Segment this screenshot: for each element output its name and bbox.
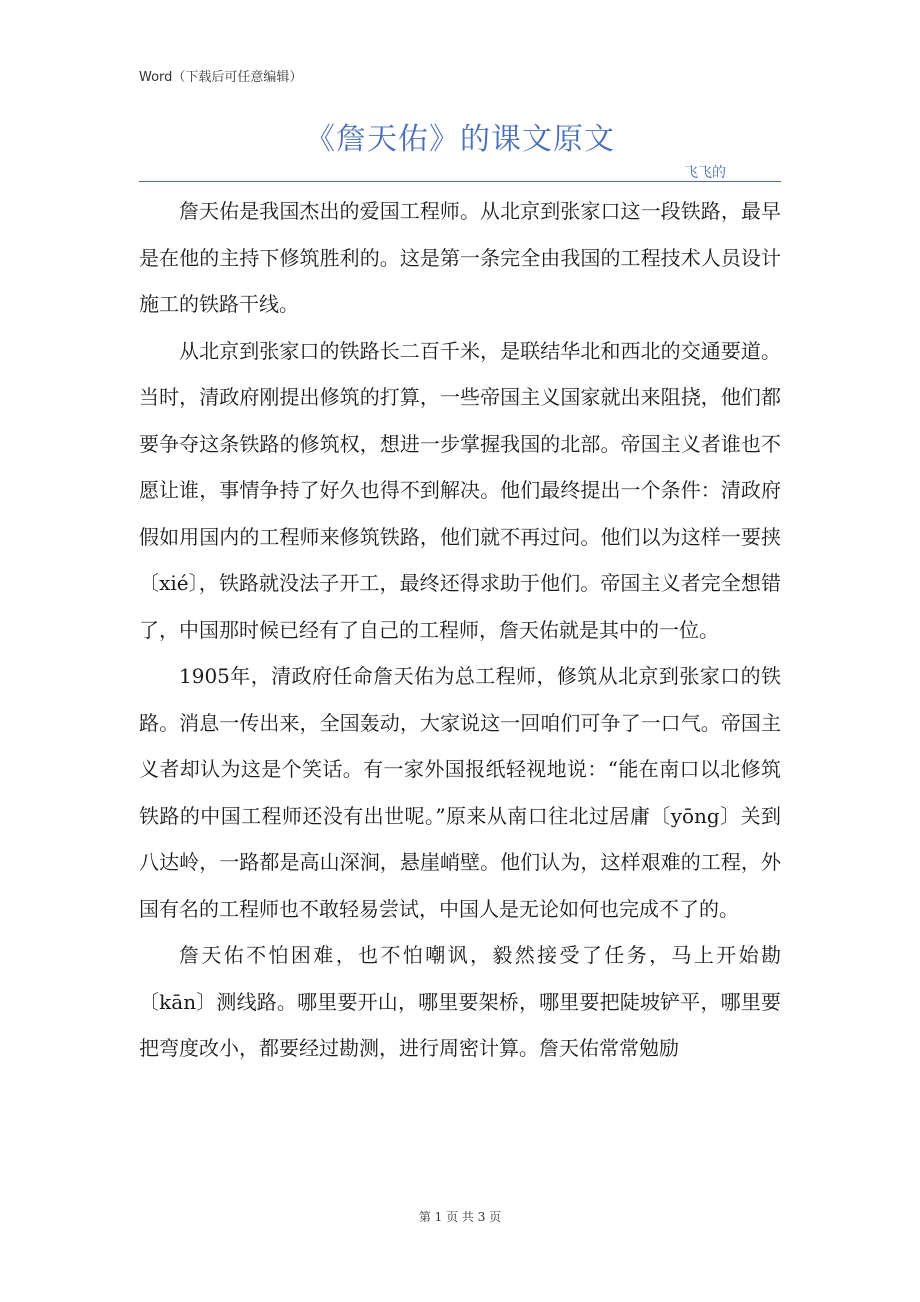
paragraph-3: 1905年，清政府任命詹天佑为总工程师，修筑从北京到张家口的铁路。消息一传出来，全国轰动，大家说这一回咱们可争了一口气。帝国主义者却认为这是个笑话。有一家外国报纸轻视地说：“能在南口以北修筑铁路的中国工程师还没有出世呢。”原来从南口往北过居庸〔yōng〕关到八达岭，一路都是高山深涧，悬崖峭壁。他们认为，这样艰难的工程，外国有名的工程师也不敢轻易尝试，中国人是无论如何也完成不了的。: [139, 664, 781, 921]
paragraph-2: 从北京到张家口的铁路长二百千米，是联结华北和西北的交通要道。当时，清政府刚提出修筑的打算，一些帝国主义国家就出来阻挠，他们都要争夺这条铁路的修筑权，想进一步掌握我国的北部。帝国主义者谁也不愿让谁，事情争持了好久也得不到解决。他们最终提出一个条件：清政府假如用国内的工程师来修筑铁路，他们就不再过问。他们以为这样一要挟〔xié〕，铁路就没法子开工，最终还得求助于他们。帝国主义者完全想错了，中国那时候已经有了自己的工程师，詹天佑就是其中的一位。: [139, 338, 781, 642]
paragraph-1: 詹天佑是我国杰出的爱国工程师。从北京到张家口这一段铁路，最早是在他的主持下修筑胜利的。这是第一条完全由我国的工程技术人员设计施工的铁路干线。: [139, 199, 781, 316]
paragraph-4: 詹天佑不怕困难，也不怕嘲讽，毅然接受了任务，马上开始勘〔kān〕测线路。哪里要开山，哪里要架桥，哪里要把陡坡铲平，哪里要把弯度改小，都要经过勘测，进行周密计算。詹天佑常常勉励: [139, 943, 781, 1060]
title-divider: [139, 181, 781, 182]
document-title: 《詹天佑》的课文原文: [305, 122, 615, 157]
document-body: [139, 188, 781, 1072]
page-footer: 第 1 页 共 3 页: [418, 1210, 502, 1224]
author-name: 飞飞的: [684, 165, 726, 181]
header-note: Word（下载后可任意编辑）: [139, 70, 303, 85]
